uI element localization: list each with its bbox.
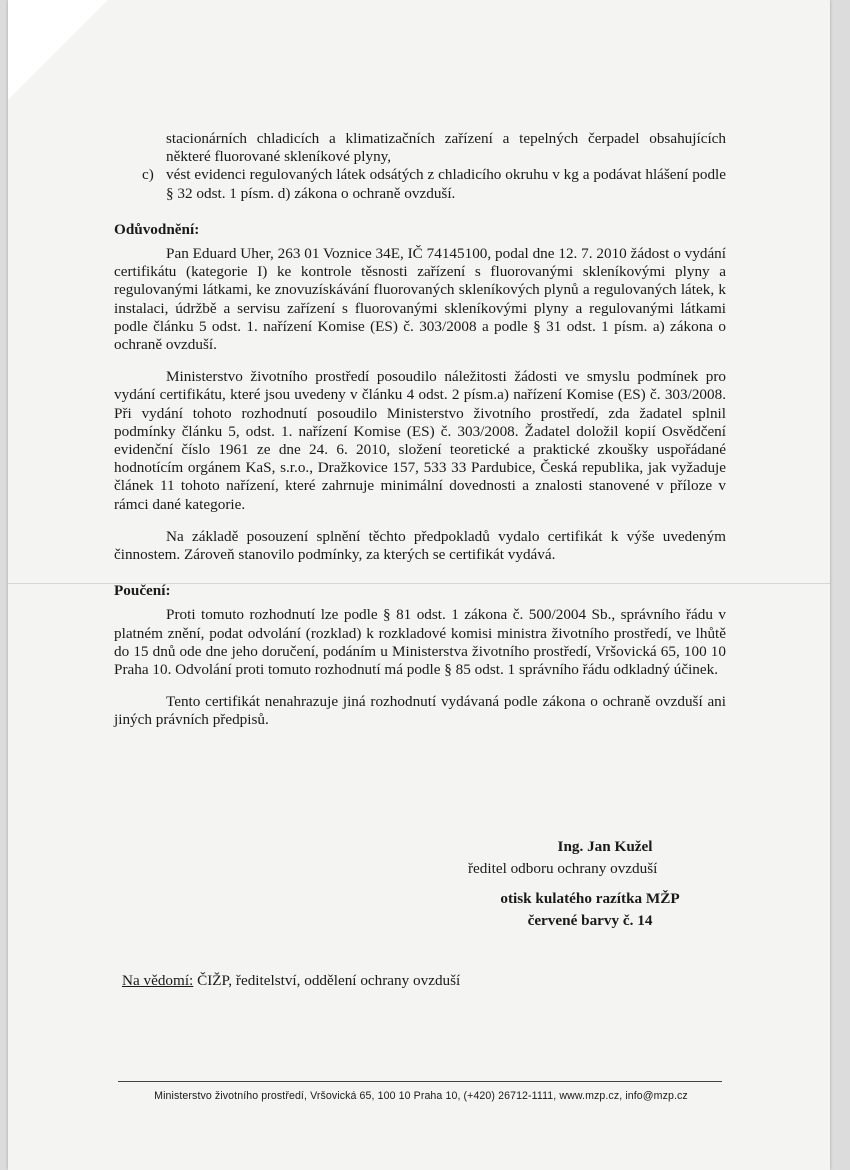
torn-corner	[8, 0, 108, 100]
stamp-note-line-2: červené barvy č. 14	[527, 912, 653, 929]
heading-oduvodneni: Odůvodnění:	[114, 220, 200, 238]
signature-block	[460, 836, 720, 932]
list-item-c-text: vést evidenci regulovaných látek odsátých z chladicího okruhu v kg a podávat hlášení podle § 32 odst. 1 písm. d) zákona o ochraně ovzduší.	[166, 166, 726, 202]
oduvodneni-paragraph-2: Ministerstvo životního prostředí posoudilo náležitosti žádosti ve smyslu podmínek pro vydání certifikátu, které jsou uvedeny v článku 4 odst. 2 písm.a) nařízení Komise (ES) č. 303/2008. Při vydání tohoto rozhodnutí posoudilo Ministerstvo životního prostředí, zda žadatel splnil podmínky článku 5, odst. 1. nařízení Komise (ES) č. 303/2008. Žadatel doložil kopií Osvědčení evidenční číslo 1961 ze dne 24. 6. 2010, složení teoretické a praktické zkoušky uspořádané hodnotícím orgánem KaS, s.r.o., Dražkovice 157, 533 33 Pardubice, Česká republika, jak vyžaduje článek 11 tohoto nařízení, které zahrnuje minimální dovednosti a znalosti stanovené v příloze v rámci dané kategorie.	[114, 368, 726, 513]
document-page	[8, 0, 830, 1170]
oduvodneni-paragraph-3: Na základě posouzení splnění těchto předpokladů vydalo certifikát k výše uvedeným činnostem. Zároveň stanovilo podmínky, za kterých se certifikát vydává.	[114, 527, 726, 564]
list-letter-c: c)	[142, 166, 154, 184]
oduvodneni-paragraph-1: Pan Eduard Uher, 263 01 Voznice 34E, IČ 74145100, podal dne 12. 7. 2010 žádost o vydání certifikátu (kategorie I) ke kontrole těsnosti zařízení s fluorovanými skleníkovými plyny a regulovanými látkami, ke znovuzískávání fluorovaných skleníkových plynů a regulovaných látek, k instalaci, údržbě a servisu zařízení s fluorovanými skleníkovými plyny a regulovanými látkami podle článku 5 odst. 1. nařízení Komise (ES) č. 303/2008 a podle § 31 odst. 1 písm. a) zákona o ochraně ovzduší.	[114, 245, 726, 354]
list-item-c	[142, 166, 726, 202]
pouceni-paragraph-1: Proti tomuto rozhodnutí lze podle § 81 odst. 1 zákona č. 500/2004 Sb., správního řádu v platném znění, podat odvolání (rozklad) k rozkladové komisi ministra životního prostředí, ve lhůtě do 15 dnů ode dne jeho doručení, podáním u Ministerstva životního prostředí, Vršovická 65, 100 10 Praha 10. Odvolání proti tomuto rozhodnutí má podle § 85 odst. 1 správního řádu odkladný účinek.	[114, 606, 726, 679]
stamp-note-line-1: otisk kulatého razítka MŽP	[500, 890, 680, 907]
signatory-role: ředitel odboru ochrany ovzduší	[468, 860, 658, 877]
notice-label: Na vědomí:	[122, 972, 194, 989]
distribution-notice	[122, 972, 460, 990]
document-body	[114, 130, 726, 730]
footer-divider	[118, 1081, 722, 1082]
obligations-list	[142, 130, 726, 203]
list-continuation: stacionárních chladicích a klimatizačních zařízení a tepelných čerpadel obsahujících některé fluorované skleníkové plyny,	[166, 130, 726, 166]
stamp-note	[460, 888, 720, 932]
signatory-name: Ing. Jan Kužel	[557, 838, 653, 855]
heading-pouceni: Poučení:	[114, 582, 171, 600]
footer-contact: Ministerstvo životního prostředí, Vršovická 65, 100 10 Praha 10, (+420) 26712-1111, www.mzp.cz, info@mzp.cz	[154, 1090, 688, 1102]
pouceni-paragraph-2: Tento certifikát nenahrazuje jiná rozhodnutí vydávaná podle zákona o ochraně ovzduší ani jiných právních předpisů.	[114, 693, 726, 729]
notice-text: ČIŽP, ředitelství, oddělení ochrany ovzduší	[193, 972, 461, 989]
